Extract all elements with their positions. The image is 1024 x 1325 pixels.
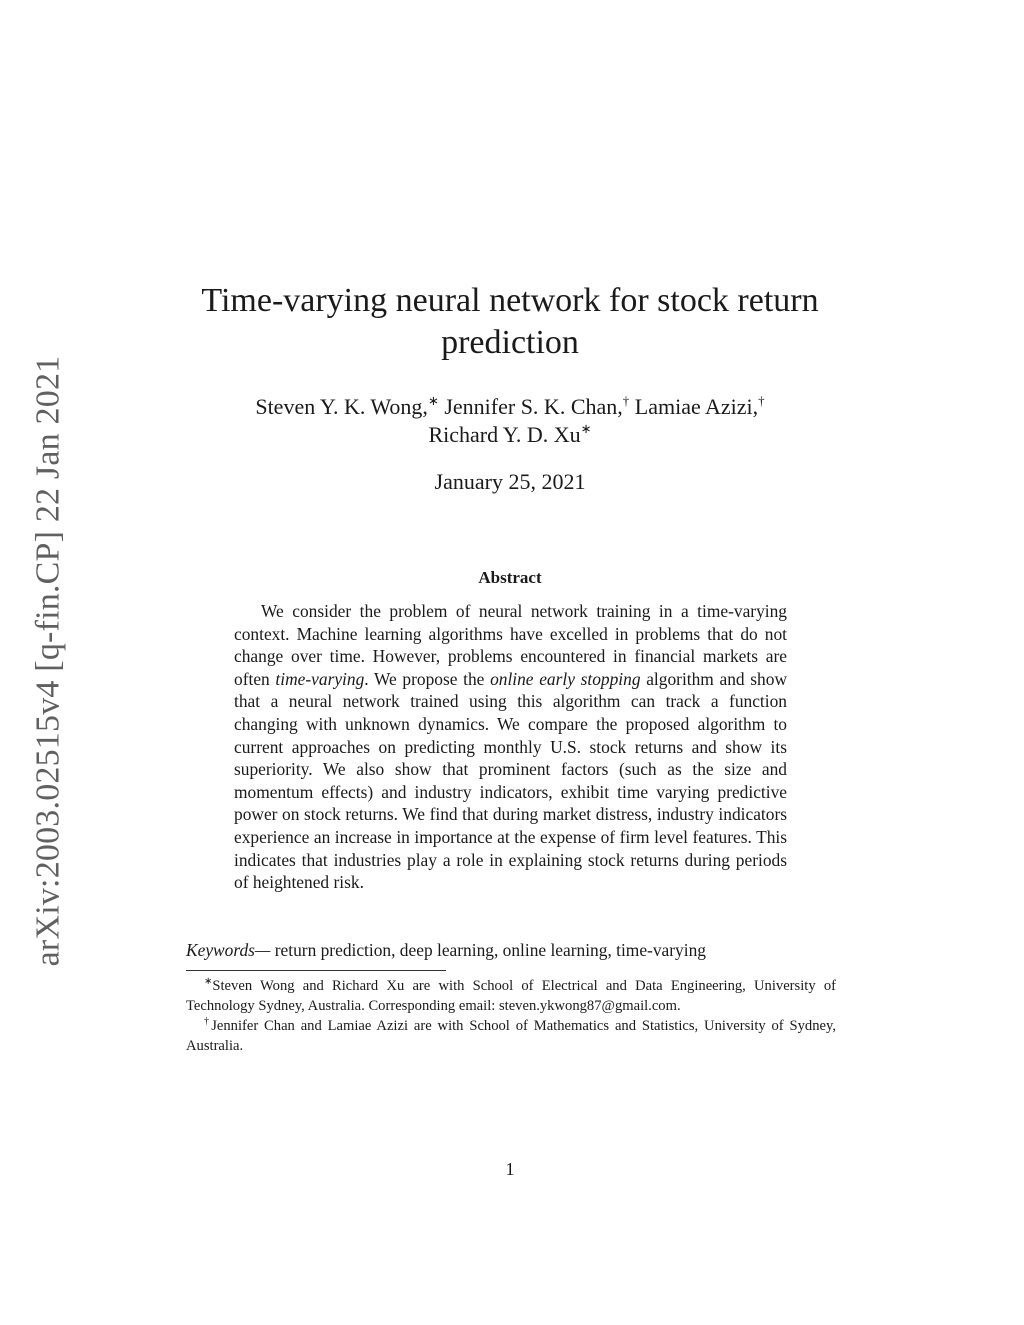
author-azizi-affiliation-mark: † — [758, 393, 765, 408]
author-list — [150, 393, 870, 449]
author-xu: Richard Y. D. Xu — [428, 422, 581, 447]
abstract-heading: Abstract — [478, 568, 542, 587]
abstract-text-part-1: We consider the problem of neural network training in a time-varying context. Machine learning algorithms have excelled in problems that do not change over time. However, problems encountered in financial markets are often — [234, 601, 787, 689]
publication-date: January 25, 2021 — [434, 469, 586, 494]
title-line-1: Time-varying neural network for stock return — [201, 282, 819, 319]
page-number: 1 — [505, 1159, 515, 1179]
keywords-text: return prediction, deep learning, online learning, time-varying — [270, 940, 706, 960]
author-wong: Steven Y. K. Wong, — [255, 394, 428, 419]
author-xu-affiliation-mark: ∗ — [580, 421, 592, 436]
abstract-term-time-varying: time-varying — [275, 668, 365, 689]
footnote-1-text: Steven Wong and Richard Xu are with School of Electrical and Data Engineering, University of Technology Sydney, Australia. Corresponding email: steven.ykwong87@gmail.com. — [186, 978, 836, 1014]
footnote-affiliation-uts — [186, 976, 836, 1016]
author-azizi: Lamiae Azizi, — [629, 394, 759, 419]
footnote-affiliation-usyd — [186, 1016, 836, 1056]
footnotes — [186, 976, 836, 1056]
keywords-label: Keywords— — [186, 940, 271, 960]
abstract-body — [234, 600, 787, 894]
abstract-text-part-3: algorithm and show that a neural network trained using this algorithm can track a function changing with unknown dynamics. We compare the proposed algorithm to current approaches on predicting monthly U.S. stock returns and show its superiority. We also show that prominent factors (such as the size and momentum effects) and industry indicators, exhibit time varying predictive power on stock returns. We find that during market distress, industry indicators experience an increase in importance at the expense of firm level features. This indicates that industries play a role in explaining stock returns during periods of heightened risk. — [234, 668, 787, 893]
paper-title — [150, 280, 870, 364]
footnote-1-mark: ∗ — [204, 976, 213, 987]
author-wong-affiliation-mark: ∗ — [427, 393, 439, 408]
abstract-text-part-2: . We propose the — [364, 668, 491, 689]
keywords-line — [186, 939, 836, 961]
author-chan: Jennifer S. K. Chan, — [438, 394, 623, 419]
title-line-2: prediction — [441, 324, 579, 361]
footnote-divider — [186, 970, 446, 971]
arxiv-identifier-stamp — [28, 356, 68, 966]
footnote-2-text: Jennifer Chan and Lamiae Azizi are with School of Mathematics and Statistics, University of Sydney, Australia. — [186, 1018, 836, 1054]
arxiv-identifier-text: arXiv:2003.02515v4 [q-fin.CP] 22 Jan 2021 — [29, 355, 66, 967]
footnote-2-mark: † — [204, 1016, 212, 1027]
author-chan-affiliation-mark: † — [622, 393, 630, 408]
abstract-term-online-early-stopping: online early stopping — [490, 668, 641, 689]
